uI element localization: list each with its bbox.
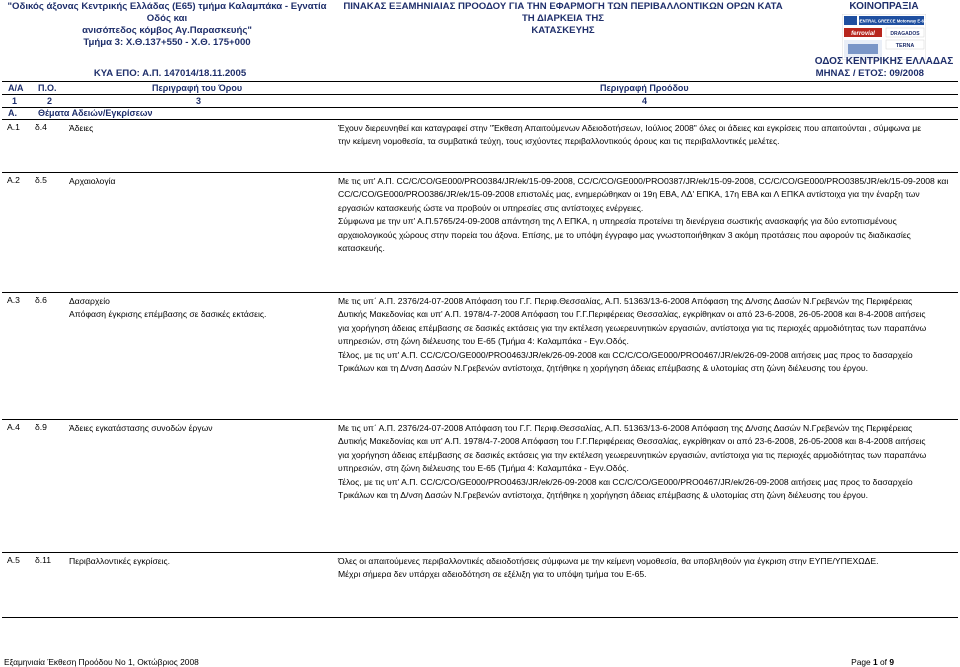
row-term — [69, 175, 299, 188]
row-progress — [338, 175, 956, 255]
table-row — [2, 553, 958, 618]
row-progress-line: Με τις υπ΄ Α.Π. 2376/24-07-2008 Απόφαση του Γ.Γ. Περιφ.Θεσσαλίας, Α.Π. 51363/13-6-2008 Απόφαση της Δ/νσης Δασών Ν.Γρεβενών της Περιφέρειας — [338, 423, 913, 433]
page-header — [0, 0, 960, 80]
page-total: 9 — [889, 657, 894, 667]
row-term — [69, 295, 299, 322]
col-number-4: 4 — [642, 96, 648, 106]
row-progress — [338, 122, 956, 149]
table-number-row — [2, 95, 958, 108]
row-po: δ.11 — [35, 555, 52, 565]
row-po: δ.4 — [35, 122, 47, 132]
table-row — [2, 173, 958, 293]
row-progress-line: Τέλος, με τις υπ' Α.Π. CC/C/CO/GE000/PRO0463/JR/ek/26-09-2008 και CC/C/CO/GE000/PRO0467/JR/ek/26-09-2008 αιτήσεις μας προς το δασαρχείο — [338, 349, 913, 360]
col-number-2: 2 — [47, 96, 53, 106]
table-row — [2, 420, 958, 553]
row-aa: Α.5 — [7, 555, 20, 565]
col-number-1: 1 — [12, 96, 18, 106]
row-term-line: Απόφαση έγκρισης επέμβασης σε δασικές εκτάσεις. — [69, 309, 267, 320]
row-progress-line: Με τις υπ΄ Α.Π. 2376/24-07-2008 Απόφαση του Γ.Γ. Περιφ.Θεσσαλίας, Α.Π. 51363/13-6-2008 Απόφαση της Δ/νσης Δασών Ν.Γρεβενών της Περιφέρειας — [338, 296, 913, 306]
row-progress-line: Με τις υπ' Α.Π. CC/C/CO/GE000/PRO0384/JR/ek/15-09-2008, CC/C/CO/GE000/PRO0387/JR/ek/15-09-2008, CC/C/CO/GE000/PRO0385/JR/ek/15-09-2008 και — [338, 176, 949, 186]
row-po: δ.6 — [35, 295, 47, 305]
row-progress-line: υπηρεσιών, στη ζώνη διέλευσης του Ε-65 (Τμήμα 4: Καλαμπάκα - Εγν.Οδός. — [338, 463, 629, 474]
col-header-aa: Α/Α — [8, 83, 24, 93]
progress-table — [2, 81, 958, 618]
row-term-line: Άδειες — [69, 123, 94, 133]
row-progress-line: Όλες οι απαιτούμενες περιβαλλοντικές αδειοδοτήσεις σύμφωνα με την κείμενη νομοθεσία, θα υποβληθούν για έγκριση στην ΕΥΠΕ/ΥΠΕΧΩΔΕ. — [338, 556, 879, 566]
logo-line-motorway: CENTRAL GREECE Motorway E-65 — [856, 18, 926, 24]
row-po: δ.5 — [35, 175, 47, 185]
row-progress-line: Δυτικής Μακεδονίας και υπ' Α.Π. 1978/4-7-2008 Απόφαση του Γ.Γ.Περιφέρειας Θεσσαλίας, εγκρίθηκαν οι από 23-6-2008, 26-05-2008 και 8-4-2008 αιτήσεις — [338, 309, 926, 320]
row-aa: Α.3 — [7, 295, 20, 305]
row-progress-line: Τέλος, με τις υπ' Α.Π. CC/C/CO/GE000/PRO0463/JR/ek/26-09-2008 και CC/C/CO/GE000/PRO0467/JR/ek/26-09-2008 αιτήσεις μας προς το δασαρχείο — [338, 476, 913, 487]
footer-report-name: Εξαμηνιαία Έκθεση Προόδου Νο 1, Οκτώβριος 2008 — [4, 657, 199, 667]
row-progress-line: Τρικάλων και τη Δ/νση Δασών Ν.Γρεβενών αντίστοιχα, ζητήθηκε η χορήγηση άδειας επέμβασης & υλοτομίας στη ζώνη διέλευσης του έργου. — [338, 363, 868, 374]
section-code: Α. — [8, 108, 17, 118]
row-progress-line: για χορήγηση άδειας επέμβασης σε δασικές εκτάσεις για την εκτέλεση γεωερευνητικών εργασιών, αντίστοιχα για τις περιοχές αρμοδιότητας των παραπάνω — [338, 322, 927, 333]
row-progress — [338, 422, 956, 502]
col-header-po: Π.Ο. — [38, 83, 57, 93]
logo-line-ferrovial: ferrovial — [851, 31, 875, 37]
report-title-line-1: ΠΙΝΑΚΑΣ ΕΞΑΜΗΝΙΑΙΑΣ ΠΡΟΟΔΟΥ ΓΙΑ ΤΗΝ ΕΦΑΡΜΟΓΗ ΤΩΝ ΠΕΡΙΒΑΛΛΟΝΤΙΚΩΝ ΟΡΩΝ ΚΑΤΑ ΤΗ ΔΙΑΡΚΕΙΑ ΤΗΣ — [343, 1, 783, 24]
row-progress-line: για χορήγηση άδειας επέμβασης σε δασικές εκτάσεις για την εκτέλεση γεωερευνητικών εργασιών, αντίστοιχα για τις περιοχές αρμοδιότητας των παραπάνω — [338, 449, 927, 460]
row-aa: Α.2 — [7, 175, 20, 185]
row-term — [69, 555, 299, 568]
row-progress-line: εργασιών κατασκευής ώστε να προβούν οι υπηρεσίες στις αντίστοιχες ενέργειες. — [338, 202, 644, 213]
report-title — [336, 1, 790, 37]
table-row — [2, 293, 958, 420]
row-progress-line: Δυτικής Μακεδονίας και υπ' Α.Π. 1978/4-7-2008 Απόφαση του Γ.Γ.Περιφέρειας Θεσσαλίας, εγκρίθηκαν οι από 23-6-2008, 26-05-2008 και 8-4-2008 αιτήσεις — [338, 436, 926, 447]
row-progress-line: Μέχρι σήμερα δεν υπάρχει αδειοδότηση σε εξέλιξη για το υπόψη τμήμα του Ε-65. — [338, 569, 647, 580]
project-title — [4, 1, 330, 49]
row-aa: Α.1 — [7, 122, 20, 132]
row-progress-line: υπηρεσιών, στη ζώνη διέλευσης του Ε-65 (Τμήμα 4: Καλαμπάκα - Εγν.Οδός. — [338, 336, 629, 347]
page-of: of — [880, 657, 887, 667]
row-po: δ.9 — [35, 422, 47, 432]
row-progress — [338, 555, 956, 582]
page-current: 1 — [873, 657, 878, 667]
report-title-line-2: ΚΑΤΑΣΚΕΥΗΣ — [531, 25, 595, 36]
row-progress-line: αρχαιολογικούς χώρους στην πορεία του άξονα. Επίσης, με το υπόψη έγγραφο μας γνωστοποιήθηκαν 3 ακόμη προτάσεις που αφορούν τις διαδικασίες — [338, 229, 911, 240]
row-progress — [338, 295, 956, 375]
row-progress-line: την κείμενη νομοθεσία, τα συμβατικά τεύχη, τους ισχύοντες περιβαλλοντικούς όρους και τις περιβαλλοντικές μελέτες. — [338, 136, 780, 147]
col-header-term: Περιγραφή του Όρου — [152, 83, 243, 93]
row-term — [69, 122, 299, 135]
row-term-line: Περιβαλλοντικές εγκρίσεις. — [69, 556, 171, 566]
row-term-line: Αρχαιολογία — [69, 176, 116, 186]
row-progress-line: Τρικάλων και τη Δ/νση Δασών Ν.Γρεβενών αντίστοιχα, ζητήθηκε η χορήγηση άδειας επέμβασης & υλοτομίας στη ζώνη διέλευσης του έργου. — [338, 490, 868, 501]
row-progress-line: κατασκευής. — [338, 243, 385, 254]
section-row — [2, 108, 958, 120]
row-aa: Α.4 — [7, 422, 20, 432]
logo-line-terna: TERNA — [895, 42, 915, 49]
consortium-label: ΚΟΙΝΟΠΡΑΞΙΑ — [849, 1, 919, 12]
kya-reference: ΚΥΑ ΕΠΟ: Α.Π. 147014/18.11.2005 — [93, 68, 247, 79]
row-term-line: Άδειες εγκατάστασης συνοδών έργων — [69, 423, 213, 433]
logo-line-dragados: DRAGADOS — [890, 30, 920, 37]
consortium-block — [808, 1, 960, 67]
col-number-3: 3 — [196, 96, 202, 106]
project-title-line-3: Τμήμα 3: Χ.Θ.137+550 - Χ.Θ. 175+000 — [83, 37, 251, 48]
road-name: ΟΔΟΣ ΚΕΝΤΡΙΚΗΣ ΕΛΛΑΔΑΣ — [814, 56, 954, 67]
col-header-progress: Περιγραφή Προόδου — [600, 83, 689, 93]
row-term-line: Δασαρχείο — [69, 296, 110, 306]
project-title-line-2: ανισόπεδος κόμβος Αγ.Παρασκευής" — [82, 25, 252, 36]
row-progress-line: Έχουν διερευνηθεί και καταγραφεί στην "Έκθεση Απαιτούμενων Αδειοδοτήσεων, Ιούλιος 2008" όλες οι άδειες και εγκρίσεις που απαιτούνται , σύμφωνα με — [338, 123, 922, 133]
row-term — [69, 422, 299, 435]
table-header-row — [2, 82, 958, 95]
row-progress-line: Σύμφωνα με την υπ' Α.Π.5765/24-09-2008 απάντηση της Λ ΕΠΚΑ, η υπηρεσία προτείνει τη διενέργεια σωστικής ανασκαφής για δύο εντοπισμένους — [338, 216, 897, 227]
project-title-line-1: "Οδικός άξονας Κεντρικής Ελλάδας (Ε65) τμήμα Καλαμπάκα - Εγνατία Οδός και — [7, 1, 327, 24]
row-progress-line: CC/C/CO/GE000/PRO0386/JR/ek/15-09-2008 επιστολές μας, ενημερώθηκαν οι 19η ΕΒΑ, ΛΔ' ΕΠΚΑ, 17η ΕΒΑ και Λ ΕΠΚΑ αντίστοιχα για την έναρξη των — [338, 189, 920, 200]
page-prefix: Page — [851, 657, 871, 667]
table-row — [2, 120, 958, 173]
section-title: Θέματα Αδειών/Εγκρίσεων — [38, 108, 153, 118]
month-year: ΜΗΝΑΣ / ΕΤΟΣ: 09/2008 — [815, 68, 924, 79]
consortium-logo — [842, 14, 926, 60]
